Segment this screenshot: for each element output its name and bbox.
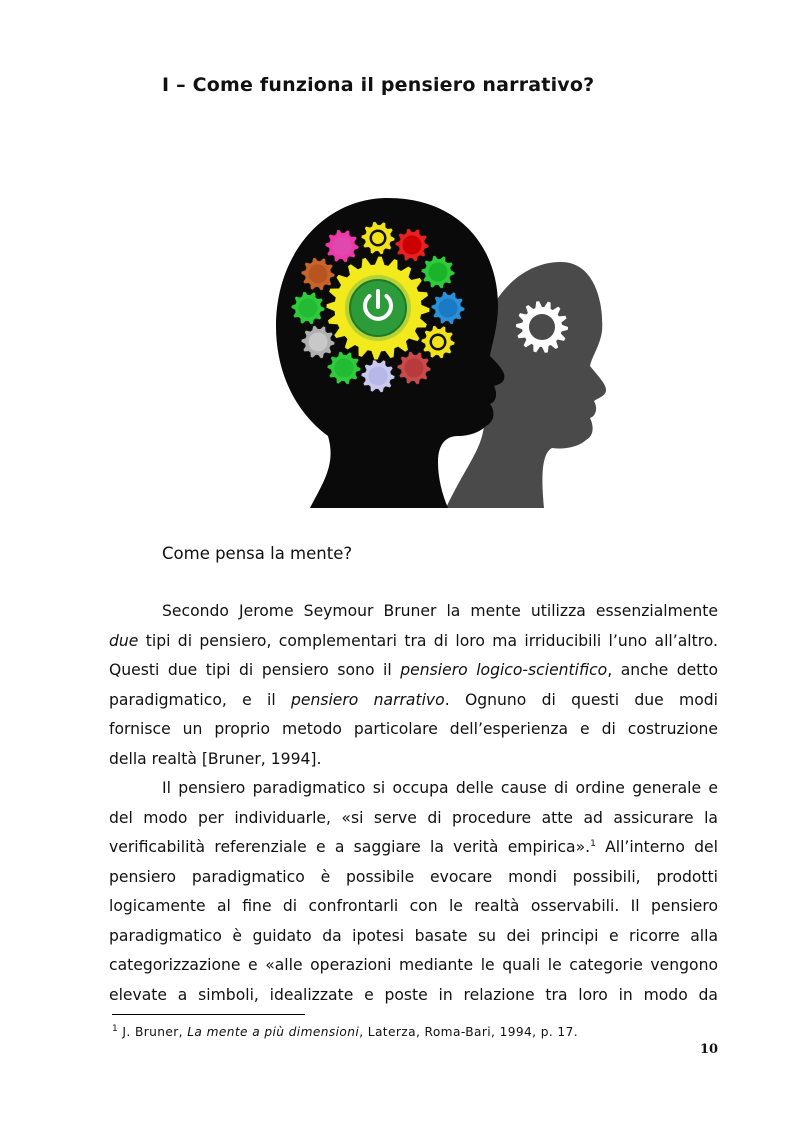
footnote-marker: 1 bbox=[112, 1023, 119, 1034]
text-run: . Ognuno di questi due modi bbox=[444, 690, 718, 709]
small-gear-icon-hub bbox=[299, 299, 318, 318]
small-gear-icon-hub bbox=[405, 359, 424, 378]
text-run: logicamente al fine di confrontarli con le realtà osservabili. Il pensiero bbox=[109, 897, 718, 915]
text-run: All’interno del bbox=[595, 838, 718, 856]
small-gear-icon-hub bbox=[335, 359, 354, 378]
text-line bbox=[162, 774, 718, 804]
small-gear-icon-hub bbox=[309, 265, 328, 284]
italic-text: due bbox=[109, 631, 139, 650]
thinking-heads-illustration bbox=[276, 196, 610, 508]
chapter-title: I – Come funziona il pensiero narrativo? bbox=[162, 74, 595, 96]
text-line bbox=[109, 981, 718, 1011]
text-run: Secondo Jerome Seymour Bruner la mente utilizza essenzialmente bbox=[162, 602, 718, 620]
text-line bbox=[109, 922, 718, 952]
text-run: del modo per individuarle, «si serve di procedure atte ad assicurare la bbox=[109, 808, 718, 827]
text-run: , anche detto bbox=[607, 661, 718, 679]
italic-text: pensiero narrativo bbox=[290, 690, 445, 709]
text-line bbox=[162, 597, 718, 627]
text-run: paradigmatico, e il bbox=[109, 690, 291, 709]
small-gear-icon-hub bbox=[369, 367, 388, 386]
gear-icon-hole bbox=[529, 314, 555, 340]
text-line bbox=[109, 745, 718, 775]
footnote-title: La mente a più dimensioni bbox=[187, 1025, 360, 1039]
text-run: tipi di pensiero, complementari tra di loro ma irriducibili l’uno all’altro. bbox=[138, 631, 718, 650]
footnote-rest: , Laterza, Roma-Bari, 1994, p. 17. bbox=[359, 1025, 578, 1039]
footnote-ref: 1 bbox=[590, 838, 596, 849]
small-gear-icon-hub bbox=[309, 333, 328, 352]
text-line bbox=[109, 951, 718, 981]
small-gear-icon-hub bbox=[403, 236, 422, 255]
text-run: elevate a simboli, idealizzate e poste in relazione tra loro in modo da bbox=[109, 985, 718, 1004]
small-gear-icon-hub bbox=[333, 237, 352, 256]
page-number: 10 bbox=[700, 1042, 719, 1057]
text-run: Questi due tipi di pensiero sono il bbox=[109, 661, 401, 679]
small-gear-icon-hub bbox=[429, 263, 448, 282]
footnote-author: J. Bruner, bbox=[118, 1025, 188, 1039]
text-run: paradigmatico è guidato da ipotesi basate su dei principi e ricorre alla bbox=[109, 926, 718, 945]
text-line bbox=[109, 804, 718, 834]
small-gear-icon-hub bbox=[439, 299, 458, 318]
text-run: pensiero paradigmatico è possibile evocare mondi possibili, prodotti bbox=[109, 867, 718, 886]
text-line bbox=[109, 686, 718, 716]
text-line bbox=[109, 656, 718, 686]
paragraph bbox=[109, 597, 718, 774]
small-gear-core bbox=[372, 232, 384, 244]
text-run: della realtà [Bruner, 1994]. bbox=[109, 749, 322, 768]
italic-text: pensiero logico-scientifico bbox=[400, 661, 608, 679]
footnote-separator bbox=[112, 1014, 305, 1015]
text-line bbox=[109, 863, 718, 893]
text-line bbox=[109, 627, 718, 657]
body-text bbox=[109, 597, 718, 1010]
heads-gears-svg bbox=[276, 196, 610, 508]
section-title: Come pensa la mente? bbox=[162, 544, 353, 563]
text-line bbox=[109, 715, 718, 745]
small-gear-core bbox=[432, 336, 444, 348]
text-line bbox=[109, 892, 718, 922]
paragraph bbox=[109, 774, 718, 1010]
footnote bbox=[112, 1025, 578, 1039]
text-run: categorizzazione e «alle operazioni mediante le quali le categorie vengono bbox=[109, 956, 718, 974]
text-run: fornisce un proprio metodo particolare dell’esperienza e di costruzione bbox=[109, 720, 718, 738]
text-line bbox=[109, 833, 718, 863]
text-run: Il pensiero paradigmatico si occupa delle cause di ordine generale e bbox=[162, 779, 718, 797]
text-run: verificabilità referenziale e a saggiare la verità empirica». bbox=[109, 838, 591, 856]
